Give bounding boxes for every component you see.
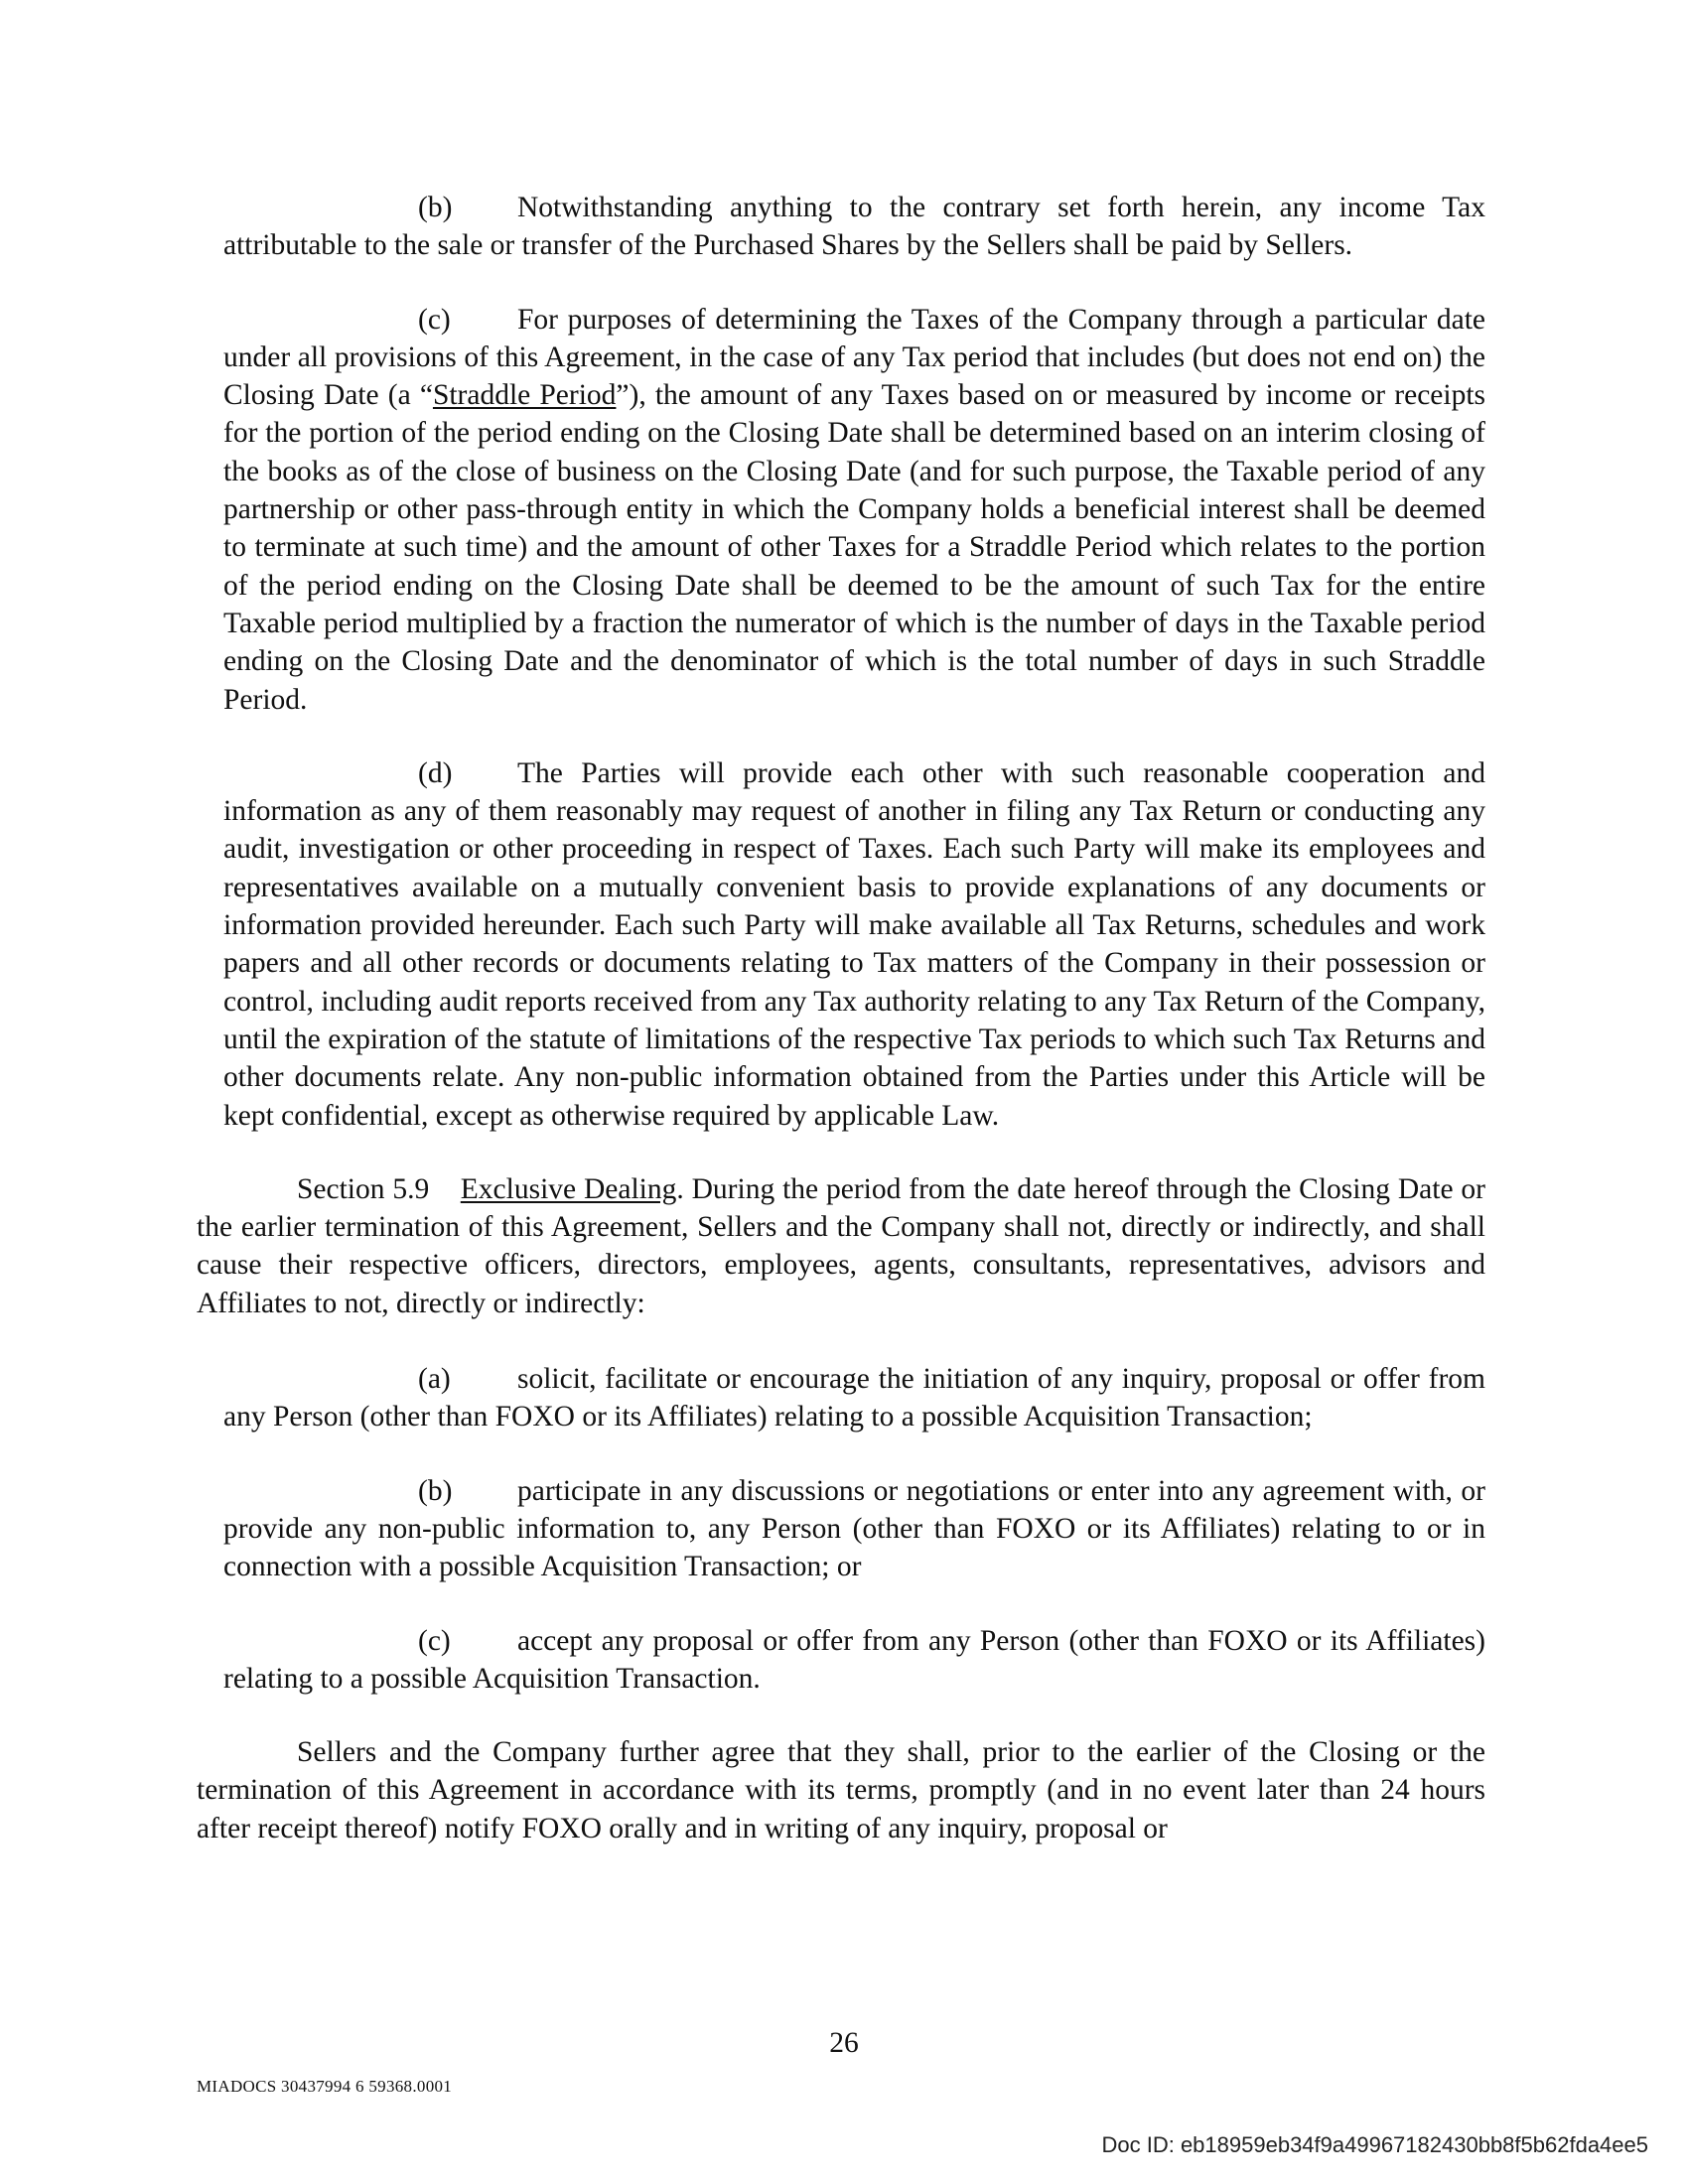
paragraph-text: For purposes of determining the Taxes of the Company through a particular date under all provisions of this Agreement, in the case of any Tax period that includes (but does not end on) the Closing Date (a “ [223,303,1485,412]
paragraph-b [197,189,1485,265]
paragraph-label: (d) [418,756,453,789]
clause-label: (c) [418,1624,451,1657]
spacer [197,1436,1485,1472]
spacer [197,1322,1485,1360]
section-number: Section 5.9 [297,1172,430,1205]
paragraph-d [197,754,1485,1135]
paragraph-text: Notwithstanding anything to the contrary set forth herein, any income Tax attributable to the sale or transfer of the Purchased Shares by the Sellers shall be paid by Sellers. [223,192,1485,262]
section-text: . During the period from the date hereof through the Closing Date or the earlier termination of this Agreement, Sellers and the Company shall not, directly or indirectly, and shall cause their respective officers, directors, employees, agents, consultants, representatives, advisors and Affiliates to not, directly or indirectly: [197,1172,1485,1319]
section-heading: Exclusive Dealing [460,1172,677,1205]
clause-label: (b) [418,1474,453,1507]
spacer [197,1698,1485,1733]
defined-term-straddle-period: Straddle Period [432,379,617,412]
spacer [197,1586,1485,1622]
document-reference: MIADOCS 30437994 6 59368.0001 [197,2077,453,2096]
clause-c [197,1622,1485,1699]
clause-text: solicit, facilitate or encourage the initiation of any inquiry, proposal or offer from any Person (other than FOXO or its Affiliates) relating to a possible Acquisition Transaction; [223,1363,1485,1433]
spacer [197,1135,1485,1170]
clause-label: (a) [418,1363,451,1396]
paragraph-c [197,301,1485,719]
spacer [197,265,1485,301]
section-5-9 [197,1170,1485,1322]
paragraph-label: (c) [418,303,451,336]
doc-id-stamp: Doc ID: eb18959eb34f9a49967182430bb8f5b62fda4ee5 [1101,2132,1648,2157]
page-number: 26 [829,2027,859,2059]
closing-paragraph: Sellers and the Company further agree that they shall, prior to the earlier of the Closing or the termination of this Agreement in accordance with its terms, promptly (and in no event later than 24 hours after receipt thereof) notify FOXO orally and in writing of any inquiry, proposal or [197,1736,1485,1844]
paragraph-label: (b) [418,192,453,223]
spacer [197,719,1485,754]
clause-a [197,1360,1485,1436]
paragraph-text: The Parties will provide each other with such reasonable cooperation and information as any of them reasonably may request of another in filing any Tax Return or conducting any audit, investigation or other proceeding in respect of Taxes. Each such Party will make its employees and representatives available on a mutually convenient basis to provide explanations of any documents or information provided hereunder. Each such Party will make available all Tax Returns, schedules and work papers and all other records or documents relating to Tax matters of the Company in their possession or control, including audit reports received from any Tax authority relating to any Tax Return of the Company, until the expiration of the statute of limitations of the respective Tax periods to which such Tax Returns and other documents relate. Any non-public information obtained from the Parties under this Article will be kept confidential, except as otherwise required by applicable Law. [223,756,1485,1132]
paragraph-text-continued: ”), the amount of any Taxes based on or measured by income or receipts for the portion of the period ending on the Closing Date shall be determined based on an interim closing of the books as of the close of business on the Closing Date (and for such purpose, the Taxable period of any partnership or other pass-through entity in which the Company holds a beneficial interest shall be deemed to terminate at such time) and the amount of other Taxes for a Straddle Period which relates to the portion of the period ending on the Closing Date shall be deemed to be the amount of such Tax for the entire Taxable period multiplied by a fraction the numerator of which is the number of days in the Taxable period ending on the Closing Date and the denominator of which is the total number of days in such Straddle Period. [223,379,1486,716]
clause-text: participate in any discussions or negotiations or enter into any agreement with, or provide any non-public information to, any Person (other than FOXO or its Affiliates) relating to or in connection with a possible Acquisition Transaction; or [223,1474,1485,1583]
document-body [197,189,1485,1847]
clause-b [197,1472,1485,1586]
clause-text: accept any proposal or offer from any Person (other than FOXO or its Affiliates) relating to a possible Acquisition Transaction. [223,1624,1485,1695]
